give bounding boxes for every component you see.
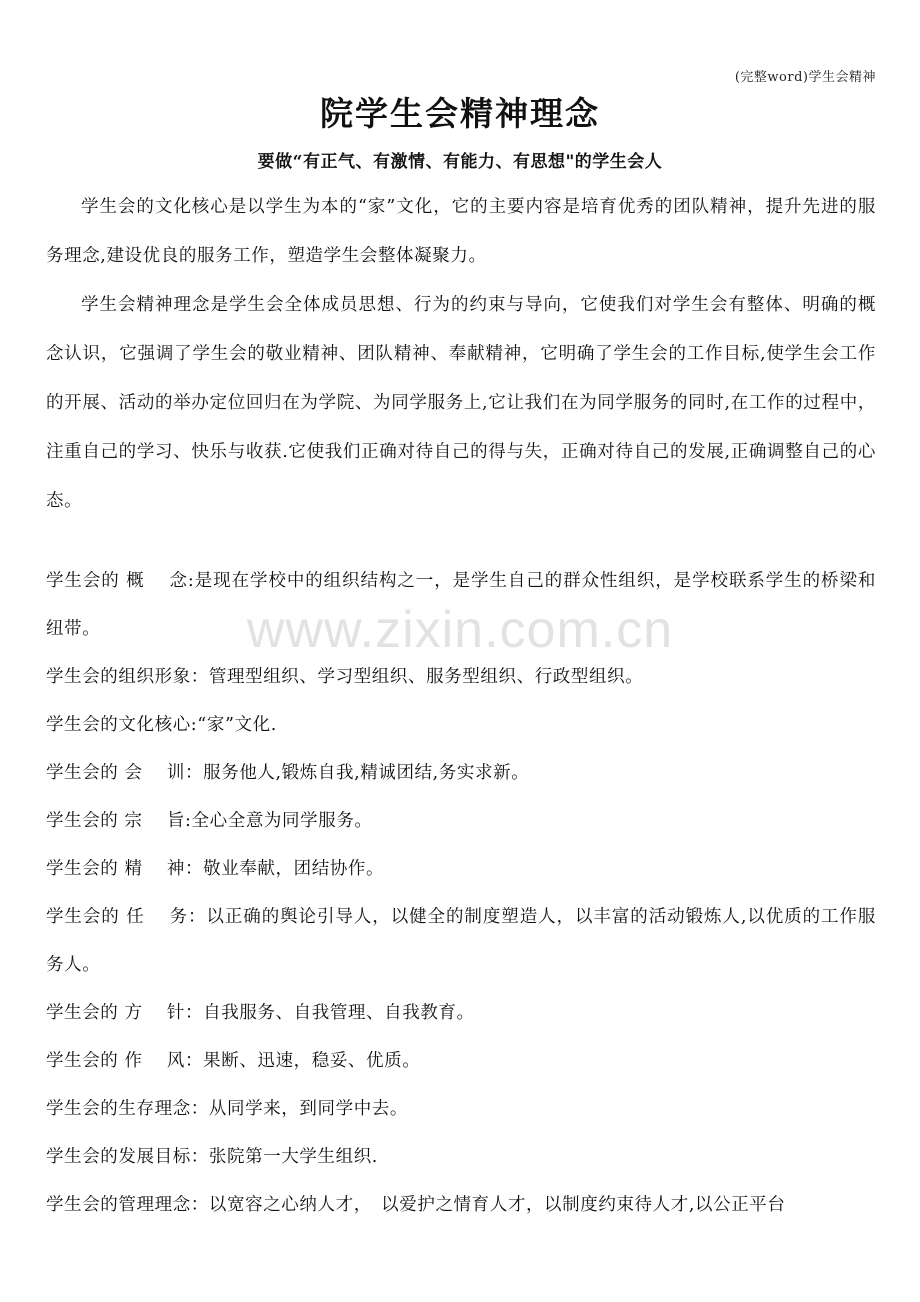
definition-list bbox=[46, 557, 876, 1229]
list-item: 学生会的管理理念：以宽容之心纳人才， 以爱护之情育人才，以制度约束待人才,以公正平台 bbox=[46, 1195, 786, 1215]
list-item: 学生会的生存理念：从同学来，到同学中去。 bbox=[46, 1099, 408, 1119]
list-item: 学生会的 会 训：服务他人,锻炼自我,精诚团结,务实求新。 bbox=[46, 763, 530, 783]
intro-paragraph: 学生会的文化核心是以学生为本的“家”文化，它的主要内容是培育优秀的团队精神，提升先进的服务理念,建设优良的服务工作，塑造学生会整体凝聚力。 bbox=[46, 197, 876, 266]
page-subtitle: 要做“有正气、有激情、有能力、有思想"的学生会人 bbox=[257, 152, 663, 172]
list-item: 学生会的组织形象：管理型组织、学习型组织、服务型组织、行政型组织。 bbox=[46, 667, 644, 687]
list-item: 学生会的 作 风：果断、迅速，稳妥、优质。 bbox=[46, 1051, 421, 1071]
list-item: 学生会的 宗 旨:全心全意为同学服务。 bbox=[46, 811, 373, 831]
watermark: www.zixin.com.cn bbox=[246, 601, 674, 659]
list-item: 学生会的 方 针：自我服务、自我管理、自我教育。 bbox=[46, 1003, 475, 1023]
header-note: (完整word)学生会精神 bbox=[734, 70, 876, 85]
list-item: 学生会的 概 念:是现在学校中的组织结构之一，是学生自己的群众性组织，是学校联系学生的桥梁和纽带。 bbox=[46, 571, 876, 639]
list-item: 学生会的 任 务：以正确的舆论引导人，以健全的制度塑造人，以丰富的活动锻炼人,以优质的工作服务人。 bbox=[46, 907, 876, 975]
list-item: 学生会的文化核心:“家”文化. bbox=[46, 715, 277, 735]
page-title: 院学生会精神理念 bbox=[320, 94, 600, 133]
list-item: 学生会的 精 神：敬业奉献，团结协作。 bbox=[46, 859, 385, 879]
concept-paragraph: 学生会精神理念是学生会全体成员思想、行为的约束与导向，它使我们对学生会有整体、明确的概念认识，它强调了学生会的敬业精神、团队精神、奉献精神，它明确了学生会的工作目标,使学生会工作的开展、活动的举办定位回归在为学院、为同学服务上,它让我们在为同学服务的同时,在工作的过程中，注重自己的学习、快乐与收获.它使我们正确对待自己的得与失，正确对待自己的发展,正确调整自己的心态。 bbox=[46, 295, 876, 511]
list-item: 学生会的发展目标：张院第一大学生组织. bbox=[46, 1147, 378, 1167]
